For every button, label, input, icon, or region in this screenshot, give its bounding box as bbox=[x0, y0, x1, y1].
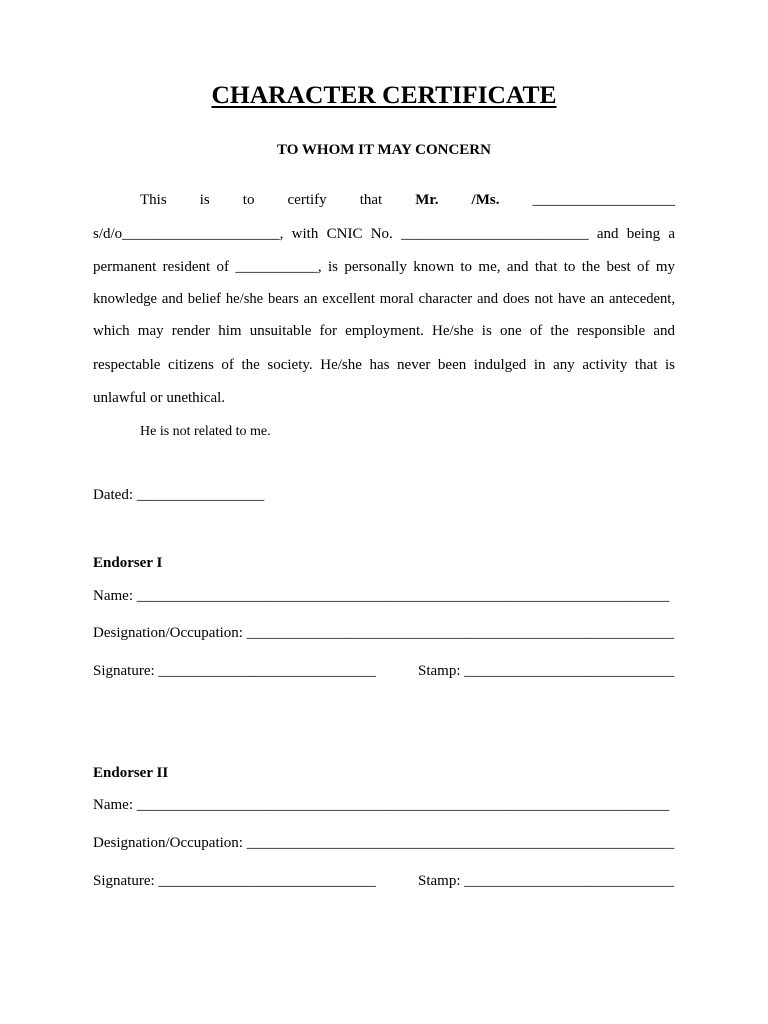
dated-blank: _________________ bbox=[136, 487, 265, 503]
endorser-1-name-line bbox=[93, 586, 669, 606]
dated-label: Dated: bbox=[93, 487, 133, 503]
paragraph-line-4: knowledge and belief he/she bears an excellent moral character and does not have an antecedent, bbox=[93, 291, 675, 307]
dated-line bbox=[93, 485, 264, 505]
page-title: CHARACTER CERTIFICATE bbox=[211, 80, 557, 109]
designation-blank: _________________________________________________________ bbox=[246, 835, 675, 851]
endorser-2-stamp-line bbox=[418, 871, 674, 891]
signature-blank: _____________________________ bbox=[158, 663, 376, 679]
endorser-1-heading: Endorser I bbox=[93, 555, 163, 571]
paragraph-line-2: s/d/o_____________________, with CNIC No. _________________________ and being a bbox=[93, 226, 675, 242]
name-label: Name: bbox=[93, 588, 133, 604]
title-mr: Mr. bbox=[415, 192, 439, 208]
endorser-1-stamp-line bbox=[418, 661, 674, 681]
endorser-2-designation-line bbox=[93, 833, 674, 853]
stamp-label: Stamp: bbox=[418, 663, 461, 679]
relation-note: He is not related to me. bbox=[140, 424, 271, 439]
designation-label: Designation/Occupation: bbox=[93, 625, 243, 641]
signature-label: Signature: bbox=[93, 873, 155, 889]
certify-text: This is to certify that bbox=[140, 192, 383, 208]
endorser-2-heading: Endorser II bbox=[93, 765, 169, 781]
name-label: Name: bbox=[93, 797, 133, 813]
stamp-label: Stamp: bbox=[418, 873, 461, 889]
signature-label: Signature: bbox=[93, 663, 155, 679]
stamp-blank: ____________________________ bbox=[464, 663, 675, 679]
paragraph-line-7: unlawful or unethical. bbox=[93, 390, 226, 406]
paragraph-line-3: permanent resident of ___________, is personally known to me, and that to the best of my bbox=[93, 259, 675, 275]
name-blank: _______________________________________________________________________ bbox=[136, 797, 670, 813]
name-blank: _______________________________________________________________________ bbox=[136, 588, 670, 604]
signature-blank: _____________________________ bbox=[158, 873, 376, 889]
designation-label: Designation/Occupation: bbox=[93, 835, 243, 851]
endorser-2-signature-line bbox=[93, 871, 376, 891]
person-name-blank: ___________________ bbox=[532, 192, 676, 208]
paragraph-line-1 bbox=[140, 190, 675, 210]
endorser-1-designation-line bbox=[93, 623, 674, 643]
paragraph-line-6: respectable citizens of the society. He/she has never been indulged in any activity that is bbox=[93, 357, 675, 373]
endorser-1-signature-line bbox=[93, 661, 376, 681]
salutation: TO WHOM IT MAY CONCERN bbox=[277, 142, 491, 158]
designation-blank: _________________________________________________________ bbox=[246, 625, 675, 641]
stamp-blank: ____________________________ bbox=[464, 873, 675, 889]
endorser-2-name-line bbox=[93, 795, 669, 815]
paragraph-line-5: which may render him unsuitable for employment. He/she is one of the responsible and bbox=[93, 323, 675, 339]
title-ms: /Ms. bbox=[471, 192, 500, 208]
